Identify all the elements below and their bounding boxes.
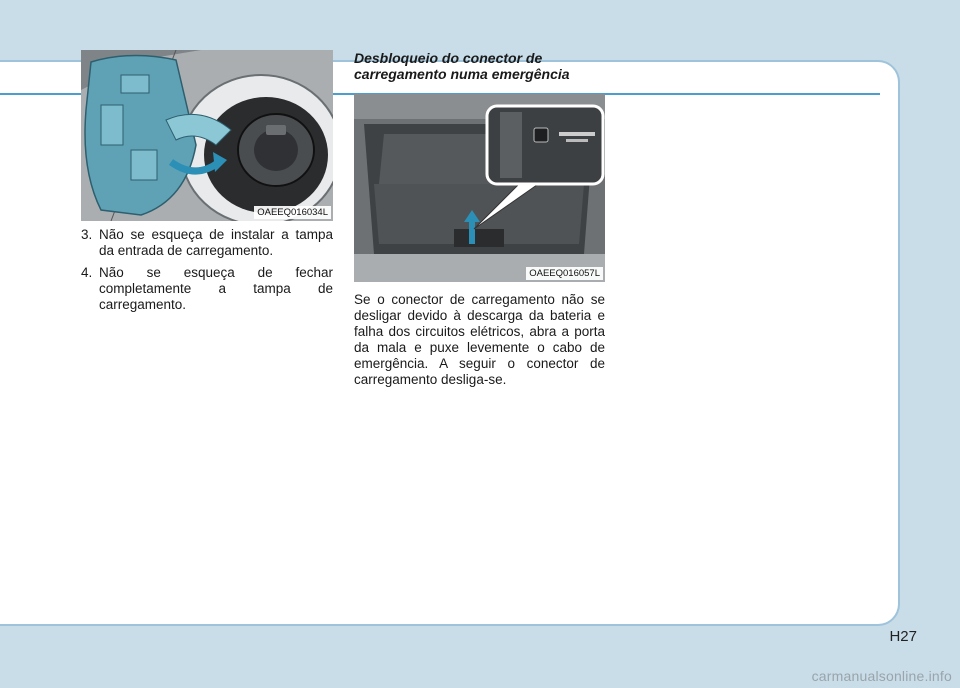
charging-door-illustration	[81, 50, 333, 221]
body-paragraph: Se o conector de carregamento não se desligar devido à descarga da bateria e falha dos circuitos elétricos, abra a porta da mala e puxe levemente o cabo de emergência. A seguir o conector de carregamento desliga-se.	[354, 292, 605, 387]
figure-code: OAEEQ016034L	[254, 206, 331, 219]
page-number: H27	[889, 628, 917, 645]
section-heading: Desbloqueio do conector de carregamento numa emergência	[354, 50, 570, 82]
watermark: carmanualsonline.info	[811, 668, 952, 684]
step-text: Não se esqueça de instalar a tampa da entrada de carregamento.	[99, 227, 333, 258]
list-item	[81, 265, 333, 313]
right-column	[354, 50, 605, 388]
figure-code: OAEEQ016057L	[526, 267, 603, 280]
step-number: 4.	[81, 265, 93, 280]
steps-list	[81, 227, 333, 313]
step-text: Não se esqueça de fechar completamente a tampa de carregamento.	[99, 265, 333, 312]
list-item	[81, 227, 333, 259]
charging-door-figure	[81, 50, 333, 221]
left-column	[81, 50, 333, 319]
trunk-illustration	[354, 94, 605, 282]
step-number: 3.	[81, 227, 93, 242]
trunk-figure	[354, 94, 605, 282]
